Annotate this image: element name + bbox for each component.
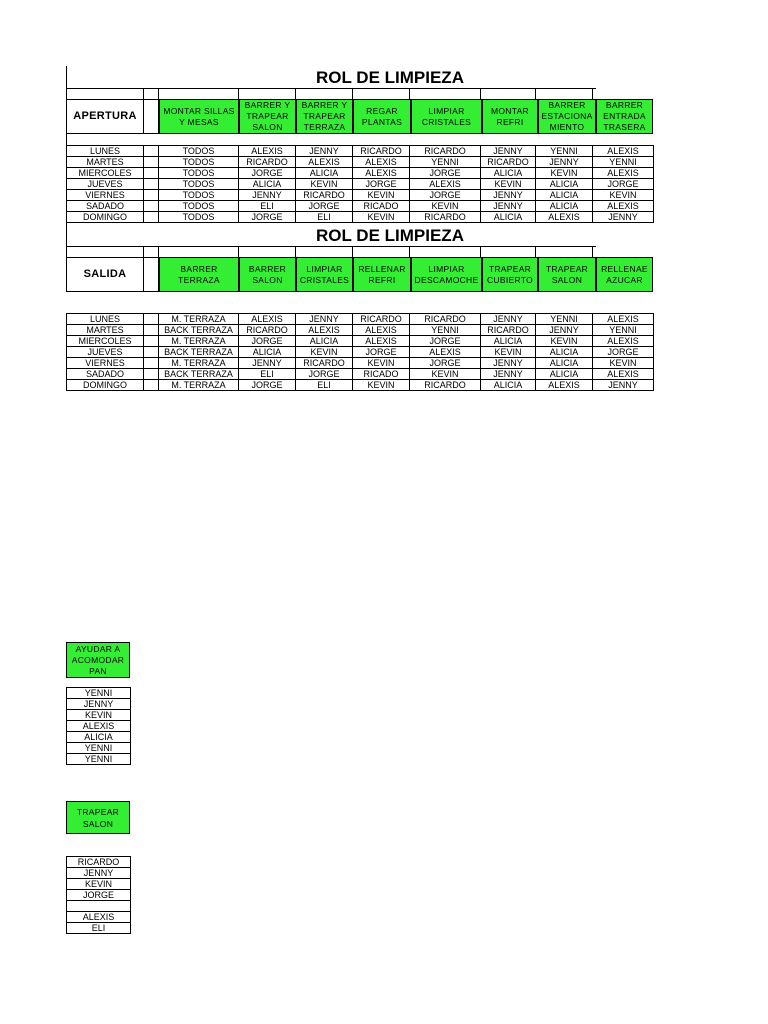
day-cell: JUEVES xyxy=(67,347,144,358)
day-cell: DOMINGO xyxy=(67,380,144,391)
assignee-cell: ALEXIS xyxy=(239,146,296,157)
assignee-cell: ALEXIS xyxy=(593,201,654,212)
assignee-cell: JENNY xyxy=(296,146,353,157)
assignee-cell: KEVIN xyxy=(296,179,353,190)
spacer-cell xyxy=(144,314,159,325)
table-row xyxy=(67,146,654,157)
assignee-cell: JENNY xyxy=(481,190,536,201)
assignee-cell: ALEXIS xyxy=(410,347,481,358)
list-item: KEVIN xyxy=(67,879,131,890)
spacer-cell xyxy=(144,146,159,157)
task-header: LIMPIAR DESCAMOCHE xyxy=(411,257,482,292)
assignee-cell: ALEXIS xyxy=(593,146,654,157)
assignee-cell: JORGE xyxy=(593,179,654,190)
assignee-cell: JORGE xyxy=(296,369,353,380)
table-row xyxy=(67,369,654,380)
assignee-cell: ALICIA xyxy=(536,190,593,201)
task-header: BARRER SALON xyxy=(239,257,296,292)
section2-label-gap xyxy=(143,257,159,292)
assignee-cell: RICARDO xyxy=(410,314,481,325)
assignee-cell: RICARDO xyxy=(296,190,353,201)
assignee-cell: JENNY xyxy=(536,157,593,168)
assignee-cell: KEVIN xyxy=(536,168,593,179)
table-row xyxy=(67,190,654,201)
day-cell: VIERNES xyxy=(67,190,144,201)
assignee-cell: JORGE xyxy=(593,347,654,358)
assignee-cell: ALEXIS xyxy=(353,336,410,347)
assignee-cell: KEVIN xyxy=(593,190,654,201)
extra2-title: TRAPEAR SALON xyxy=(66,801,130,834)
section2-title: ROL DE LIMPIEZA xyxy=(316,226,464,245)
assignee-cell: KEVIN xyxy=(353,212,410,223)
assignee-cell: M. TERRAZA xyxy=(159,358,239,369)
assignee-cell: ALICIA xyxy=(536,369,593,380)
assignee-cell: ALEXIS xyxy=(593,336,654,347)
assignee-cell: RICARDO xyxy=(239,325,296,336)
list-item: YENNI xyxy=(67,754,131,765)
task-header: TRAPEAR CUBIERTO xyxy=(482,257,538,292)
assignee-cell: YENNI xyxy=(593,325,654,336)
list-item: YENNI xyxy=(67,688,131,699)
assignee-cell: BACK TERRAZA xyxy=(159,369,239,380)
section2-schedule-table xyxy=(66,313,654,391)
table-row xyxy=(67,168,654,179)
assignee-cell: RICARDO xyxy=(410,146,481,157)
assignee-cell: ALICIA xyxy=(239,179,296,190)
day-cell: SADADO xyxy=(67,201,144,212)
assignee-cell: TODOS xyxy=(159,179,239,190)
assignee-cell: JORGE xyxy=(353,179,410,190)
spacer-cell xyxy=(144,190,159,201)
assignee-cell: TODOS xyxy=(159,157,239,168)
spacer-cell xyxy=(144,168,159,179)
list-item: ELI xyxy=(67,923,131,934)
day-cell: VIERNES xyxy=(67,358,144,369)
assignee-cell: ALEXIS xyxy=(593,314,654,325)
assignee-cell: KEVIN xyxy=(353,190,410,201)
day-cell: MARTES xyxy=(67,157,144,168)
assignee-cell: JORGE xyxy=(410,358,481,369)
assignee-cell: KEVIN xyxy=(536,336,593,347)
assignee-cell: RICARDO xyxy=(481,325,536,336)
table-row xyxy=(67,179,654,190)
day-cell: JUEVES xyxy=(67,179,144,190)
table-row xyxy=(67,201,654,212)
spacer-cell xyxy=(144,157,159,168)
assignee-cell: RICARDO xyxy=(239,157,296,168)
list-item xyxy=(67,901,131,912)
assignee-cell: ALICIA xyxy=(536,358,593,369)
assignee-cell: RICARDO xyxy=(410,380,481,391)
assignee-cell: JENNY xyxy=(296,314,353,325)
list-item: ALEXIS xyxy=(67,721,131,732)
assignee-cell: JORGE xyxy=(353,347,410,358)
assignee-cell: TODOS xyxy=(159,212,239,223)
list-item: ALEXIS xyxy=(67,912,131,923)
assignee-cell: ALICIA xyxy=(481,380,536,391)
list-item: JENNY xyxy=(67,699,131,710)
section1-label-gap xyxy=(143,99,159,134)
assignee-cell: JENNY xyxy=(536,325,593,336)
assignee-cell: M. TERRAZA xyxy=(159,314,239,325)
section1-label: APERTURA xyxy=(66,99,144,134)
list-item: ALICIA xyxy=(67,732,131,743)
assignee-cell: ELI xyxy=(296,212,353,223)
assignee-cell: KEVIN xyxy=(410,201,481,212)
assignee-cell: ALICIA xyxy=(296,168,353,179)
assignee-cell: JORGE xyxy=(296,201,353,212)
assignee-cell: ALICIA xyxy=(536,201,593,212)
assignee-cell: ALEXIS xyxy=(296,157,353,168)
assignee-cell: JENNY xyxy=(593,380,654,391)
assignee-cell: KEVIN xyxy=(593,358,654,369)
assignee-cell: RICADO xyxy=(353,201,410,212)
assignee-cell: JENNY xyxy=(481,369,536,380)
extra1-list xyxy=(66,687,131,765)
task-header: BARRER ENTRADA TRASERA xyxy=(596,99,653,134)
task-header: BARRER ESTACIONA MIENTO xyxy=(538,99,596,134)
task-header: BARRER TERRAZA xyxy=(159,257,239,292)
assignee-cell: KEVIN xyxy=(410,369,481,380)
table-row xyxy=(67,314,654,325)
section1-schedule-table xyxy=(66,145,654,223)
task-header: MONTAR REFRI xyxy=(482,99,538,134)
task-header: TRAPEAR SALON xyxy=(538,257,596,292)
assignee-cell: TODOS xyxy=(159,190,239,201)
assignee-cell: KEVIN xyxy=(353,380,410,391)
assignee-cell: ALEXIS xyxy=(353,325,410,336)
assignee-cell: ALEXIS xyxy=(536,380,593,391)
assignee-cell: JENNY xyxy=(481,314,536,325)
assignee-cell: TODOS xyxy=(159,201,239,212)
assignee-cell: JENNY xyxy=(239,358,296,369)
assignee-cell: JENNY xyxy=(481,146,536,157)
assignee-cell: YENNI xyxy=(410,325,481,336)
assignee-cell: KEVIN xyxy=(481,179,536,190)
section1-title: ROL DE LIMPIEZA xyxy=(316,68,464,87)
assignee-cell: JORGE xyxy=(239,336,296,347)
assignee-cell: RICARDO xyxy=(481,157,536,168)
task-header: BARRER Y TRAPEAR SALON xyxy=(239,99,296,134)
assignee-cell: YENNI xyxy=(410,157,481,168)
assignee-cell: ALICIA xyxy=(296,336,353,347)
table-row xyxy=(67,212,654,223)
assignee-cell: JENNY xyxy=(239,190,296,201)
assignee-cell: JENNY xyxy=(481,358,536,369)
spacer-cell xyxy=(144,369,159,380)
day-cell: DOMINGO xyxy=(67,212,144,223)
assignee-cell: ALEXIS xyxy=(353,168,410,179)
assignee-cell: ELI xyxy=(296,380,353,391)
table-row xyxy=(67,157,654,168)
task-header: LIMPIAR CRISTALES xyxy=(296,257,353,292)
assignee-cell: ALICIA xyxy=(239,347,296,358)
day-cell: MIERCOLES xyxy=(67,336,144,347)
list-item: JENNY xyxy=(67,868,131,879)
day-cell: LUNES xyxy=(67,314,144,325)
assignee-cell: ALEXIS xyxy=(593,369,654,380)
task-header: MONTAR SILLAS Y MESAS xyxy=(159,99,239,134)
assignee-cell: ALEXIS xyxy=(536,212,593,223)
assignee-cell: RICARDO xyxy=(353,314,410,325)
spacer-cell xyxy=(144,179,159,190)
assignee-cell: JENNY xyxy=(481,201,536,212)
assignee-cell: ALICIA xyxy=(536,179,593,190)
assignee-cell: YENNI xyxy=(536,314,593,325)
assignee-cell: YENNI xyxy=(536,146,593,157)
assignee-cell: RICARDO xyxy=(353,146,410,157)
assignee-cell: ALICIA xyxy=(536,347,593,358)
assignee-cell: JENNY xyxy=(593,212,654,223)
assignee-cell: ALEXIS xyxy=(296,325,353,336)
assignee-cell: M. TERRAZA xyxy=(159,336,239,347)
table-row xyxy=(67,358,654,369)
table-row xyxy=(67,347,654,358)
spacer-cell xyxy=(144,358,159,369)
assignee-cell: KEVIN xyxy=(481,347,536,358)
spacer-cell xyxy=(144,347,159,358)
extra2-list xyxy=(66,856,131,934)
assignee-cell: M. TERRAZA xyxy=(159,380,239,391)
assignee-cell: KEVIN xyxy=(353,358,410,369)
task-header: BARRER Y TRAPEAR TERRAZA xyxy=(296,99,353,134)
assignee-cell: RICARDO xyxy=(296,358,353,369)
spacer-cell xyxy=(144,201,159,212)
day-cell: MIERCOLES xyxy=(67,168,144,179)
assignee-cell: BACK TERRAZA xyxy=(159,347,239,358)
spacer-cell xyxy=(144,336,159,347)
assignee-cell: ALEXIS xyxy=(239,314,296,325)
assignee-cell: RICARDO xyxy=(410,212,481,223)
assignee-cell: ALICIA xyxy=(481,168,536,179)
assignee-cell: JORGE xyxy=(410,190,481,201)
day-cell: LUNES xyxy=(67,146,144,157)
assignee-cell: KEVIN xyxy=(296,347,353,358)
assignee-cell: TODOS xyxy=(159,168,239,179)
table-row xyxy=(67,336,654,347)
task-header: RELLENAR REFRI xyxy=(353,257,411,292)
task-header: REGAR PLANTAS xyxy=(353,99,411,134)
assignee-cell: ALICIA xyxy=(481,212,536,223)
spacer-cell xyxy=(144,325,159,336)
assignee-cell: ELI xyxy=(239,369,296,380)
assignee-cell: JORGE xyxy=(239,168,296,179)
assignee-cell: JORGE xyxy=(410,168,481,179)
section2-label: SALIDA xyxy=(66,257,144,292)
assignee-cell: JORGE xyxy=(410,336,481,347)
spacer-cell xyxy=(144,380,159,391)
assignee-cell: YENNI xyxy=(593,157,654,168)
extra1-title: AYUDAR A ACOMODAR PAN xyxy=(66,642,130,678)
assignee-cell: ELI xyxy=(239,201,296,212)
table-row xyxy=(67,325,654,336)
day-cell: SADADO xyxy=(67,369,144,380)
assignee-cell: ALEXIS xyxy=(410,179,481,190)
task-header: RELLENAE AZUCAR xyxy=(596,257,653,292)
list-item: YENNI xyxy=(67,743,131,754)
table-row xyxy=(67,380,654,391)
task-header: LIMPIAR CRISTALES xyxy=(411,99,482,134)
assignee-cell: JORGE xyxy=(239,212,296,223)
day-cell: MARTES xyxy=(67,325,144,336)
assignee-cell: ALEXIS xyxy=(353,157,410,168)
assignee-cell: TODOS xyxy=(159,146,239,157)
list-item: RICARDO xyxy=(67,857,131,868)
list-item: KEVIN xyxy=(67,710,131,721)
assignee-cell: RICADO xyxy=(353,369,410,380)
spacer-cell xyxy=(144,212,159,223)
list-item: JORGE xyxy=(67,890,131,901)
assignee-cell: JORGE xyxy=(239,380,296,391)
assignee-cell: ALICIA xyxy=(481,336,536,347)
assignee-cell: BACK TERRAZA xyxy=(159,325,239,336)
assignee-cell: ALEXIS xyxy=(593,168,654,179)
